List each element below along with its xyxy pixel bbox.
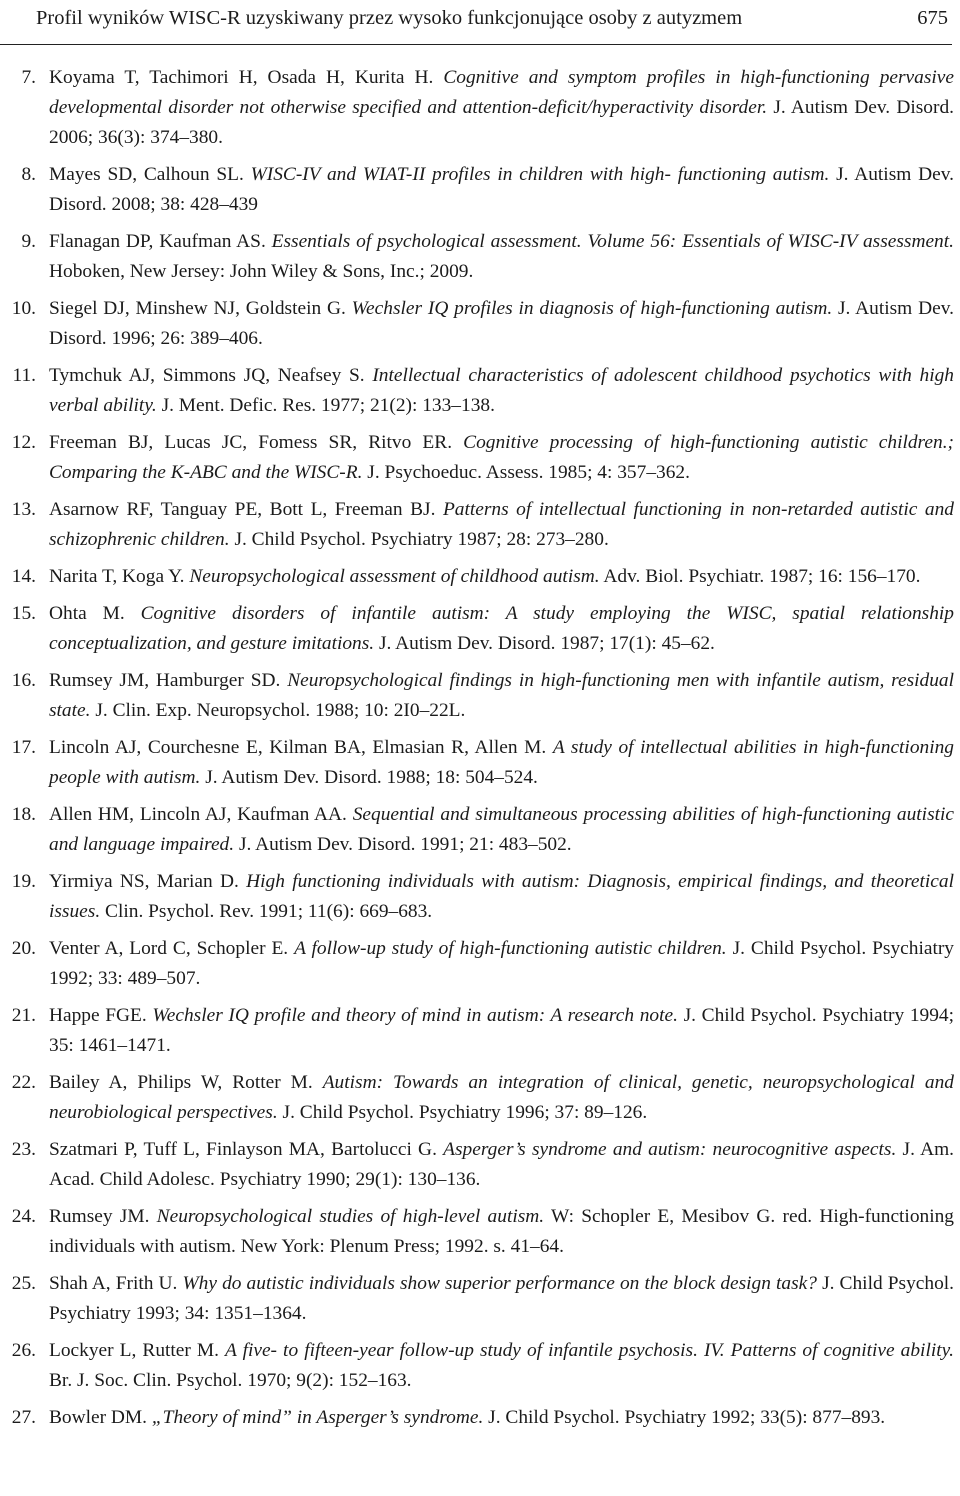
reference-title: Cognitive processing of high-functioning autistic children.; Comparing the K-ABC and the WISC-R. <box>49 432 954 483</box>
reference-title: A study of intellectual abilities in high-functioning people with autism. <box>49 737 954 788</box>
reference-title: Cognitive and symptom profiles in high-functioning pervasive developmental disorder not otherwise specified and attention-deficit/hyperactivity disorder. <box>49 67 955 118</box>
reference-title: A follow-up study of high-functioning autistic children. <box>294 938 727 959</box>
reference-number: 18. <box>11 804 36 825</box>
reference-source: Adv. Biol. Psychiatr. 1987; 16: 156–170. <box>599 566 921 587</box>
reference-source: Br. J. Soc. Clin. Psychol. 1970; 9(2): 152–163. <box>49 1370 412 1391</box>
reference-number: 13. <box>11 499 36 520</box>
reference-authors: Koyama T, Tachimori H, Osada H, Kurita H. <box>49 67 444 88</box>
reference-source: J. Ment. Defic. Res. 1977; 21(2): 133–138. <box>156 395 495 416</box>
reference-number: 15. <box>11 603 36 624</box>
reference-item <box>0 800 960 860</box>
reference-item <box>0 361 960 421</box>
reference-source: J. Am. Acad. Child Adolesc. Psychiatry 1990; 29(1): 130–136. <box>49 1139 954 1190</box>
reference-item <box>0 160 960 220</box>
reference-title: Sequential and simultaneous processing abilities of high-functioning autistic and language impaired. <box>49 804 955 855</box>
reference-title: A five- to fifteen-year follow-up study of infantile psychosis. IV. Patterns of cognitive ability. <box>225 1340 954 1361</box>
reference-authors: Rumsey JM. <box>49 1206 157 1227</box>
reference-title: Why do autistic individuals show superior performance on the block design task? <box>182 1273 817 1294</box>
reference-item <box>0 1135 960 1195</box>
reference-authors: Mayes SD, Calhoun SL. <box>49 164 251 185</box>
reference-title: Intellectual characteristics of adolescent childhood psychotics with high verbal ability. <box>49 365 954 416</box>
header-divider <box>0 44 952 45</box>
reference-authors: Happe FGE. <box>49 1005 153 1026</box>
reference-authors: Siegel DJ, Minshew NJ, Goldstein G. <box>49 298 352 319</box>
reference-number: 27. <box>11 1407 36 1428</box>
reference-number: 9. <box>21 231 36 252</box>
reference-number: 20. <box>11 938 36 959</box>
reference-item <box>0 1403 960 1433</box>
reference-number: 17. <box>11 737 36 758</box>
reference-source: J. Child Psychol. Psychiatry 1987; 28: 273–280. <box>229 529 609 550</box>
reference-item <box>0 1269 960 1329</box>
reference-source: J. Autism Dev. Disord. 1991; 21: 483–502. <box>234 834 572 855</box>
reference-number: 23. <box>11 1139 36 1160</box>
reference-title: Cognitive disorders of infantile autism: A study employing the WISC, spatial relationship conceptualization, and gesture imitations. <box>49 603 954 654</box>
reference-number: 8. <box>21 164 36 185</box>
reference-item <box>0 294 960 354</box>
reference-title: Autism: Towards an integration of clinical, genetic, neuropsychological and neurobiological perspectives. <box>49 1072 954 1123</box>
reference-number: 26. <box>11 1340 36 1361</box>
reference-title: Patterns of intellectual functioning in non-retarded autistic and schizophrenic children. <box>49 499 954 550</box>
reference-number: 10. <box>11 298 36 319</box>
reference-title: Essentials of psychological assessment. Volume 56: Essentials of WISC-IV assessment. <box>271 231 954 252</box>
reference-title: High functioning individuals with autism: Diagnosis, empirical findings, and theoretical issues. <box>49 871 955 922</box>
reference-item <box>0 562 960 592</box>
reference-item <box>0 666 960 726</box>
reference-authors: Bailey A, Philips W, Rotter M. <box>49 1072 323 1093</box>
page-number: 675 <box>917 6 948 29</box>
reference-number: 19. <box>11 871 36 892</box>
reference-number: 22. <box>11 1072 36 1093</box>
reference-authors: Shah A, Frith U. <box>49 1273 183 1294</box>
reference-item <box>0 867 960 927</box>
reference-authors: Flanagan DP, Kaufman AS. <box>49 231 272 252</box>
reference-item <box>0 227 960 287</box>
reference-title: WISC-IV and WIAT-II profiles in children with high- functioning autism. <box>250 164 830 185</box>
reference-authors: Yirmiya NS, Marian D. <box>49 871 247 892</box>
reference-title: Neuropsychological findings in high-functioning men with infantile autism, residual state. <box>49 670 955 721</box>
reference-source: J. Child Psychol. Psychiatry 1996; 37: 89–126. <box>277 1102 648 1123</box>
reference-item <box>0 599 960 659</box>
reference-source: J. Child Psychol. Psychiatry 1994; 35: 1461–1471. <box>49 1005 954 1056</box>
reference-authors: Lincoln AJ, Courchesne E, Kilman BA, Elmasian R, Allen M. <box>49 737 553 758</box>
reference-authors: Freeman BJ, Lucas JC, Fomess SR, Ritvo ER. <box>49 432 464 453</box>
reference-source: J. Autism Dev. Disord. 2008; 38: 428–439 <box>49 164 954 215</box>
running-header <box>36 0 948 36</box>
reference-source: Hoboken, New Jersey: John Wiley & Sons, Inc.; 2009. <box>49 261 474 282</box>
reference-authors: Narita T, Koga Y. <box>49 566 190 587</box>
reference-item <box>0 1001 960 1061</box>
reference-source: J. Autism Dev. Disord. 1987; 17(1): 45–62. <box>374 633 715 654</box>
reference-item <box>0 934 960 994</box>
reference-source: W: Schopler E, Mesibov G. red. High-functioning individuals with autism. New York: Plenum Press; 1992. s. 41–64. <box>49 1206 954 1257</box>
reference-authors: Tymchuk AJ, Simmons JQ, Neafsey S. <box>49 365 373 386</box>
reference-source: J. Autism Dev. Disord. 1988; 18: 504–524. <box>200 767 538 788</box>
reference-source: J. Clin. Exp. Neuropsychol. 1988; 10: 2I0–22L. <box>90 700 466 721</box>
reference-title: „Theory of mind” in Asperger’s syndrome. <box>151 1407 484 1428</box>
reference-number: 12. <box>11 432 36 453</box>
reference-title: Asperger’s syndrome and autism: neurocognitive aspects. <box>443 1139 897 1160</box>
reference-source: J. Psychoeduc. Assess. 1985; 4: 357–362. <box>362 462 690 483</box>
reference-number: 21. <box>11 1005 36 1026</box>
reference-number: 11. <box>12 365 36 386</box>
reference-source: J. Autism Dev. Disord. 1996; 26: 389–406. <box>49 298 954 349</box>
running-title: Profil wyników WISC-R uzyskiwany przez wysoko funkcjonujące osoby z autyzmem <box>36 6 743 29</box>
reference-source: J. Child Psychol. Psychiatry 1992; 33: 489–507. <box>49 938 954 989</box>
reference-authors: Lockyer L, Rutter M. <box>49 1340 226 1361</box>
reference-item <box>0 1336 960 1396</box>
reference-item <box>0 1068 960 1128</box>
reference-source: J. Child Psychol. Psychiatry 1993; 34: 1351–1364. <box>49 1273 955 1324</box>
reference-source: J. Autism Dev. Disord. 2006; 36(3): 374–380. <box>49 97 955 148</box>
reference-authors: Asarnow RF, Tanguay PE, Bott L, Freeman BJ. <box>49 499 443 520</box>
reference-item <box>0 733 960 793</box>
reference-item <box>0 428 960 488</box>
reference-title: Neuropsychological assessment of childhood autism. <box>189 566 600 587</box>
reference-item <box>0 63 960 153</box>
reference-title: Wechsler IQ profiles in diagnosis of high-functioning autism. <box>351 298 833 319</box>
reference-authors: Venter A, Lord C, Schopler E. <box>49 938 295 959</box>
reference-source: Clin. Psychol. Rev. 1991; 11(6): 669–683. <box>100 901 433 922</box>
reference-title: Neuropsychological studies of high-level autism. <box>156 1206 545 1227</box>
reference-source: J. Child Psychol. Psychiatry 1992; 33(5): 877–893. <box>483 1407 886 1428</box>
reference-number: 25. <box>11 1273 36 1294</box>
reference-authors: Szatmari P, Tuff L, Finlayson MA, Bartolucci G. <box>49 1139 444 1160</box>
reference-number: 14. <box>11 566 36 587</box>
reference-list <box>0 63 960 1440</box>
reference-item <box>0 495 960 555</box>
reference-number: 7. <box>21 67 36 88</box>
reference-authors: Rumsey JM, Hamburger SD. <box>49 670 288 691</box>
reference-number: 24. <box>11 1206 36 1227</box>
reference-title: Wechsler IQ profile and theory of mind in autism: A research note. <box>152 1005 678 1026</box>
reference-authors: Allen HM, Lincoln AJ, Kaufman AA. <box>49 804 353 825</box>
reference-authors: Bowler DM. <box>49 1407 152 1428</box>
reference-item <box>0 1202 960 1262</box>
reference-authors: Ohta M. <box>49 603 141 624</box>
reference-number: 16. <box>11 670 36 691</box>
